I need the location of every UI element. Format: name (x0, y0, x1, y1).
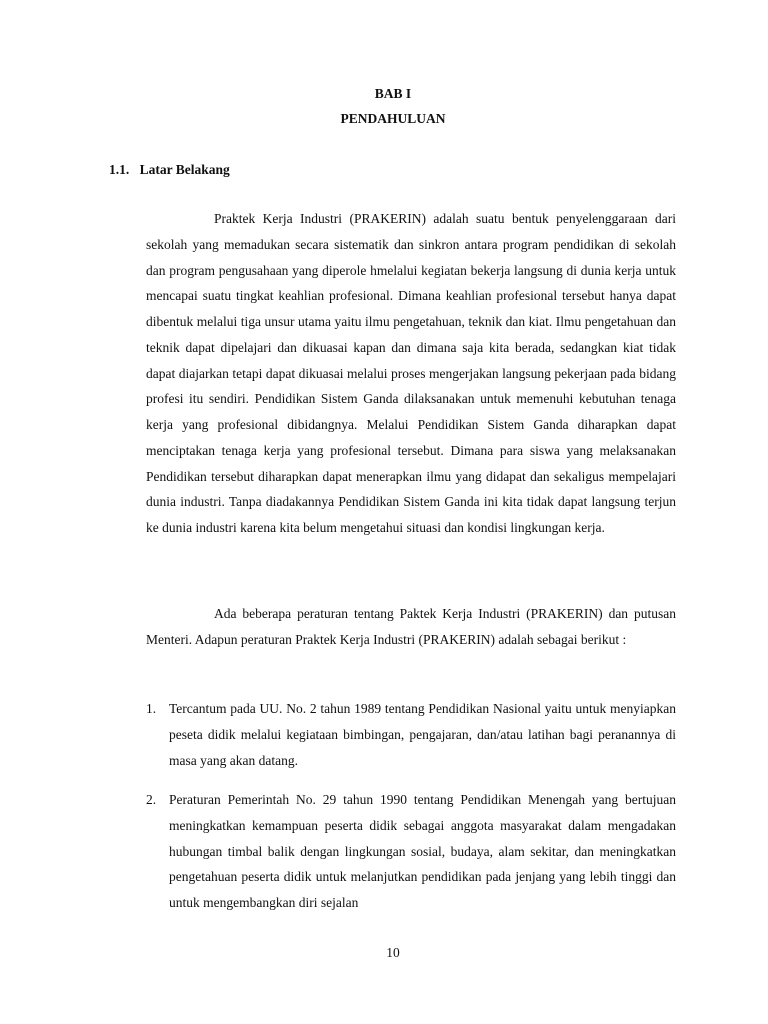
chapter-title: PENDAHULUAN (340, 111, 446, 126)
paragraph-peraturan (146, 601, 676, 653)
list-marker: 1. (146, 701, 157, 716)
section-heading (109, 162, 230, 178)
list-item (146, 696, 676, 773)
page-number: 10 (386, 945, 400, 960)
list-item-text: Tercantum pada UU. No. 2 tahun 1989 tentang Pendidikan Nasional yaitu untuk menyiapkan peseta didik melalui kegiataan bimbingan, pengajaran, dan/atau latihan bagi peranannya di masa yang akan datang. (169, 701, 676, 768)
paragraph-latar-belakang (146, 206, 676, 541)
paragraph-text: Ada beberapa peraturan tentang Paktek Kerja Industri (PRAKERIN) dan putusan Menteri. Adapun peraturan Praktek Kerja Industri (PRAKERIN) adalah sebagai berikut : (146, 606, 676, 647)
paragraph-text: Praktek Kerja Industri (PRAKERIN) adalah suatu bentuk penyelenggaraan dari sekolah yang memadukan secara sistematik dan sinkron antara program pendidikan di sekolah dan program pengusahaan yang diperole hmelalui kegiatan bekerja langsung di dunia kerja untuk mencapai suatu tingkat keahlian profesional. Dimana keahlian profesional tersebut hanya dapat dibentuk melalui tiga unsur utama yaitu ilmu pengetahuan, teknik dan kiat. Ilmu pengetahuan dan teknik dapat dipelajari dan dikuasai kapan dan dimana saja kita berada, sedangkan kiat tidak dapat diajarkan tetapi dapat dikuasai melalui proses mengerjakan langsung pekerjaan pada bidang profesi itu sendiri. Pendidikan Sistem Ganda dilaksanakan untuk memenuhi kebutuhan tenaga kerja yang profesional dibidangnya. Melalui Pendidikan Sistem Ganda diharapkan dapat menciptakan tenaga kerja yang profesional tersebut. Dimana para siswa yang melaksanakan Pendidikan tersebut diharapkan dapat menerapkan ilmu yang didapat dan sekaligus mempelajari dunia industri. Tanpa diadakannya Pendidikan Sistem Ganda ini kita tidak dapat langsung terjun ke dunia industri karena kita belum mengetahui situasi dan kondisi lingkungan kerja. (146, 211, 676, 535)
list-item-text: Peraturan Pemerintah No. 29 tahun 1990 tentang Pendidikan Menengah yang bertujuan meningkatkan kemampuan peserta didik sebagai anggota masyarakat dalam mengadakan hubungan timbal balik dengan lingkungan sosial, budaya, alam sekitar, dan meningkatkan pengetahuan peserta didik untuk melanjutkan pendidikan pada jenjang yang lebih tinggi dan untuk mengembangkan diri sejalan (169, 792, 676, 910)
list-item (146, 787, 676, 916)
section-number: 1.1. (109, 162, 130, 177)
list-marker: 2. (146, 792, 157, 807)
section-title: Latar Belakang (139, 162, 230, 177)
chapter-heading: BAB I (374, 86, 412, 101)
